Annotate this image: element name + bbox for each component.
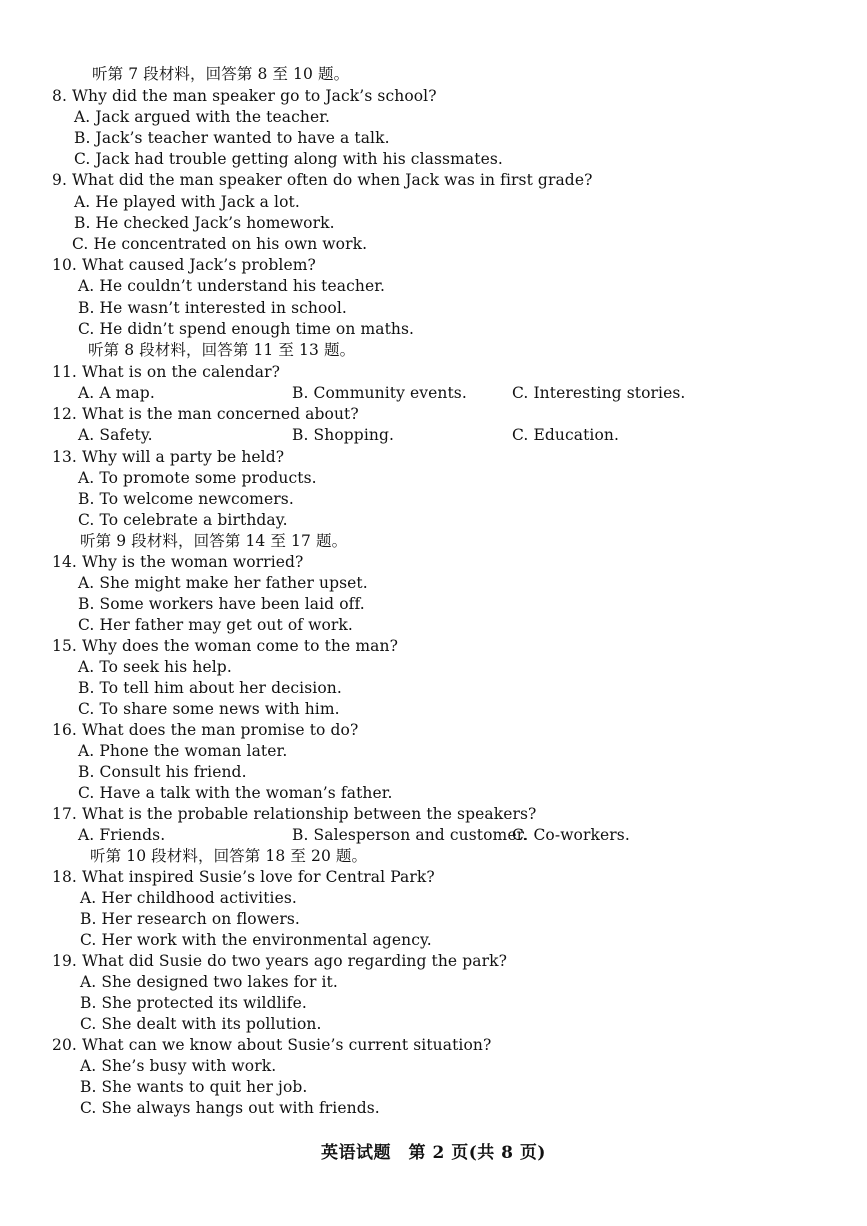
- answer-option: A. A map.: [78, 384, 155, 402]
- answer-option: A. She’s busy with work.: [80, 1057, 277, 1075]
- question-text: 8. Why did the man speaker go to Jack’s school?: [52, 87, 437, 105]
- answer-option: A. Phone the woman later.: [78, 742, 288, 760]
- section-heading: 听第 8 段材料，回答第 11 至 13 题。: [88, 341, 356, 359]
- answer-option: B. Consult his friend.: [78, 763, 247, 781]
- answer-option: B. He checked Jack’s homework.: [74, 214, 335, 232]
- answer-option: B. She wants to quit her job.: [80, 1078, 308, 1096]
- answer-option: A. To seek his help.: [78, 658, 232, 676]
- section-heading: 听第 7 段材料，回答第 8 至 10 题。: [92, 65, 350, 83]
- answer-option: A. He played with Jack a lot.: [74, 193, 300, 211]
- answer-option: C. To share some news with him.: [78, 700, 340, 718]
- question-text: 19. What did Susie do two years ago regarding the park?: [52, 952, 507, 970]
- answer-option: A. Jack argued with the teacher.: [74, 108, 331, 126]
- answer-option: B. Her research on flowers.: [80, 910, 300, 928]
- question-text: 11. What is on the calendar?: [52, 363, 280, 381]
- answer-option: A. She designed two lakes for it.: [80, 973, 338, 991]
- answer-option: C. Have a talk with the woman’s father.: [78, 784, 393, 802]
- answer-option: C. She always hangs out with friends.: [80, 1099, 380, 1117]
- answer-option: A. To promote some products.: [78, 469, 317, 487]
- answer-option: C. Jack had trouble getting along with his classmates.: [74, 150, 503, 168]
- answer-option: B. Some workers have been laid off.: [78, 595, 365, 613]
- answer-option: C. Her work with the environmental agency.: [80, 931, 432, 949]
- question-text: 13. Why will a party be held?: [52, 448, 285, 466]
- answer-option: B. To tell him about her decision.: [78, 679, 342, 697]
- answer-option: C. Co-workers.: [512, 826, 630, 844]
- answer-option: B. He wasn’t interested in school.: [78, 299, 347, 317]
- answer-option: A. She might make her father upset.: [78, 574, 368, 592]
- question-text: 16. What does the man promise to do?: [52, 721, 359, 739]
- page-footer: 英语试题 第 2 页(共 8 页): [321, 1143, 546, 1163]
- question-text: 17. What is the probable relationship between the speakers?: [52, 805, 537, 823]
- answer-option: B. Salesperson and customer.: [292, 826, 528, 844]
- answer-option: A. He couldn’t understand his teacher.: [78, 277, 386, 295]
- answer-option: A. Friends.: [78, 826, 166, 844]
- answer-option: B. Community events.: [292, 384, 467, 402]
- answer-option: B. Shopping.: [292, 426, 395, 444]
- answer-option: B. She protected its wildlife.: [80, 994, 307, 1012]
- question-text: 12. What is the man concerned about?: [52, 405, 359, 423]
- answer-option: C. He concentrated on his own work.: [72, 235, 368, 253]
- question-text: 15. Why does the woman come to the man?: [52, 637, 398, 655]
- answer-option: A. Her childhood activities.: [80, 889, 297, 907]
- answer-option: C. Interesting stories.: [512, 384, 686, 402]
- answer-option: C. Her father may get out of work.: [78, 616, 353, 634]
- section-heading: 听第 9 段材料，回答第 14 至 17 题。: [80, 532, 348, 550]
- question-text: 18. What inspired Susie’s love for Central Park?: [52, 868, 435, 886]
- answer-option: B. To welcome newcomers.: [78, 490, 294, 508]
- answer-option: A. Safety.: [78, 426, 153, 444]
- answer-option: C. He didn’t spend enough time on maths.: [78, 320, 415, 338]
- question-text: 10. What caused Jack’s problem?: [52, 256, 316, 274]
- answer-option: B. Jack’s teacher wanted to have a talk.: [74, 129, 390, 147]
- section-heading: 听第 10 段材料，回答第 18 至 20 题。: [90, 847, 368, 865]
- answer-option: C. She dealt with its pollution.: [80, 1015, 322, 1033]
- answer-option: C. To celebrate a birthday.: [78, 511, 288, 529]
- question-text: 14. Why is the woman worried?: [52, 553, 304, 571]
- answer-option: C. Education.: [512, 426, 620, 444]
- question-text: 9. What did the man speaker often do when Jack was in first grade?: [52, 171, 593, 189]
- question-text: 20. What can we know about Susie’s current situation?: [52, 1036, 492, 1054]
